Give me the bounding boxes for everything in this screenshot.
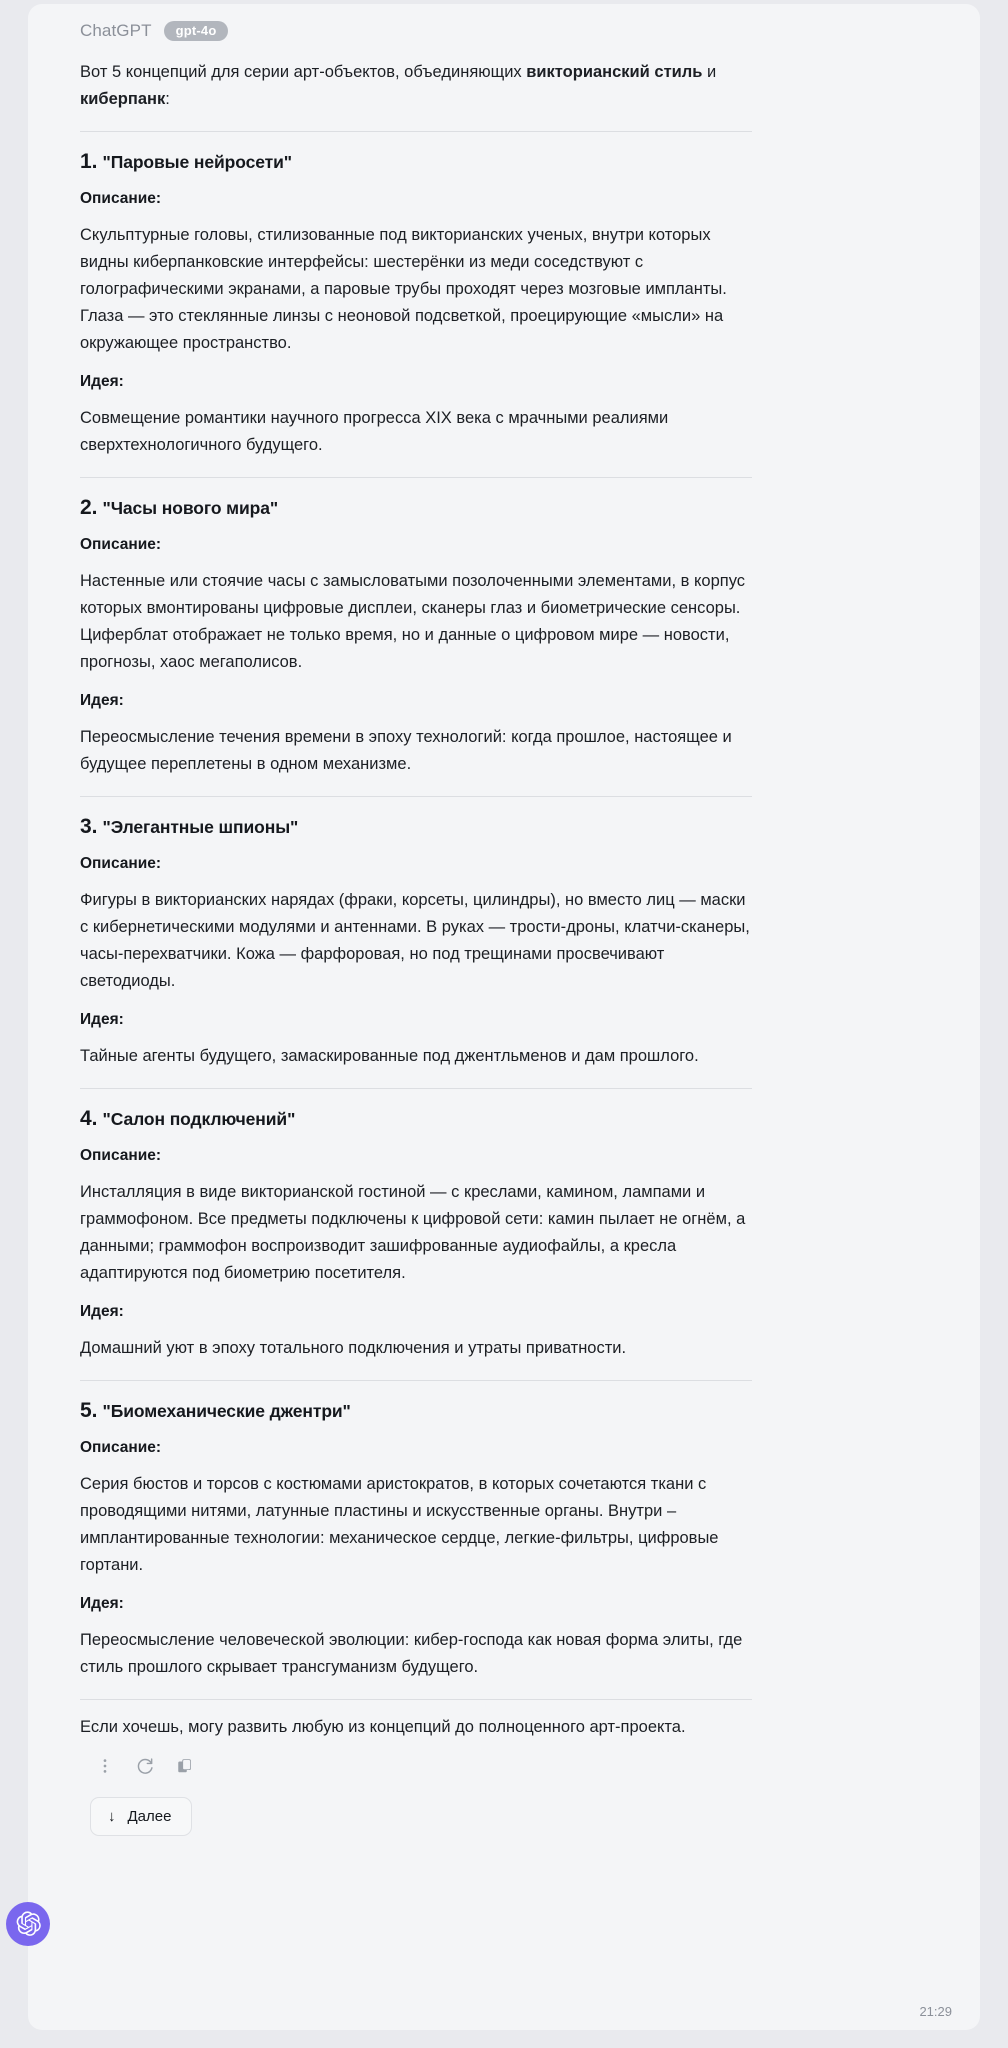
idea-text-2: Переосмысление течения времени в эпоху технологий: когда прошлое, настоящее и будущее переплетены в одном механизме. (80, 728, 732, 773)
idea-text-1: Совмещение романтики научного прогресса XIX века с мрачными реалиями сверхтехнологичного будущего. (80, 409, 669, 454)
intro-suffix: : (165, 90, 170, 108)
section-title-text-1: "Паровые нейросети" (102, 152, 292, 172)
description-label-4: Описание: (80, 1147, 162, 1164)
closing-text: Если хочешь, могу развить любую из концепций до полноценного арт-проекта. (80, 1718, 686, 1736)
section-divider (80, 1699, 752, 1700)
section-divider (80, 477, 752, 478)
idea-label-4: Идея: (80, 1303, 124, 1320)
description-text-5: Серия бюстов и торсов с костюмами аристократов, в которых сочетаются ткани с проводящими нитями, латунные пластины и искусственные органы. Внутри – имплантированные технологии: механическое сердце, легкие-фильтры, цифровые гортани. (80, 1475, 719, 1574)
intro-paragraph (80, 59, 752, 113)
intro-prefix: Вот 5 концепций для серии арт-объектов, объединяющих (80, 63, 527, 81)
description-label-2: Описание: (80, 536, 162, 553)
section-heading-1 (80, 150, 940, 174)
section-title-text-4: "Салон подключений" (102, 1109, 296, 1129)
section-divider (80, 796, 752, 797)
section-title-text-2: "Часы нового мира" (102, 498, 279, 518)
section-heading-3 (80, 815, 940, 839)
message-content (28, 59, 980, 1836)
description-text-1: Скульптурные головы, стилизованные под викторианских ученых, внутри которых видны киберпанковские интерфейсы: шестерёнки из меди соседствуют с голографическими экранами, а паровые трубы проходят через мозговые импланты. Глаза — это стеклянные линзы с неоновой подсветкой, проецирующие «мысли» на окружающее пространство. (80, 226, 727, 352)
regenerate-icon[interactable] (134, 1755, 156, 1777)
section-heading-2 (80, 496, 940, 520)
closing-row (80, 1714, 752, 1741)
section-heading-4 (80, 1107, 940, 1131)
description-text-2: Настенные или стоячие часы с замысловатыми позолоченными элементами, в корпус которых вмонтированы цифровые дисплеи, сканеры глаз и биометрические сенсоры. Циферблат отображает не только время, но и данные о цифровом мире — новости, прогнозы, хаос мегаполисов. (80, 572, 746, 671)
intro-bold-cyberpunk: киберпанк (80, 90, 166, 108)
description-label-3: Описание: (80, 855, 162, 872)
copy-icon[interactable] (174, 1755, 196, 1777)
section-divider (80, 1088, 752, 1089)
idea-text-5: Переосмысление человеческой эволюции: кибер-господа как новая форма элиты, где стиль прошлого скрывает трансгуманизм будущего. (80, 1631, 743, 1676)
intro-middle: и (702, 63, 717, 81)
section-number-4: 4. (80, 1107, 98, 1130)
idea-text-4: Домашний уют в эпоху тотального подключения и утраты приватности. (80, 1339, 627, 1357)
message-author-name: ChatGPT (80, 21, 152, 40)
idea-label-1: Идея: (80, 373, 124, 390)
description-text-3: Фигуры в викторианских нарядах (фраки, корсеты, цилиндры), но вместо лиц — маски с кибернетическими модулями и антеннами. В руках — трости-дроны, клатчи-сканеры, часы-перехватчики. Кожа — фарфоровая, но под трещинами просвечивают светодиоды. (80, 891, 750, 990)
show-more-button[interactable] (90, 1797, 192, 1836)
section-number-3: 3. (80, 815, 98, 838)
section-number-5: 5. (80, 1399, 98, 1422)
more-options-icon[interactable] (94, 1755, 116, 1777)
description-label-1: Описание: (80, 190, 162, 207)
intro-bold-victorian: викторианский стиль (526, 63, 703, 81)
section-title-text-3: "Элегантные шпионы" (102, 817, 299, 837)
openai-logo-icon (14, 1910, 42, 1938)
assistant-message-card (28, 4, 980, 2030)
idea-label-3: Идея: (80, 1011, 124, 1028)
message-actions (94, 1753, 940, 1779)
section-divider (80, 131, 752, 132)
section-divider (80, 1380, 752, 1381)
show-more-label: Далее (127, 1808, 172, 1825)
idea-label-2: Идея: (80, 692, 124, 709)
idea-text-3: Тайные агенты будущего, замаскированные под джентльменов и дам прошлого. (80, 1047, 699, 1065)
idea-label-5: Идея: (80, 1595, 124, 1612)
section-heading-5 (80, 1399, 940, 1423)
section-number-2: 2. (80, 496, 98, 519)
section-number-1: 1. (80, 150, 98, 173)
message-timestamp: 21:29 (919, 2004, 952, 2019)
description-label-5: Описание: (80, 1439, 162, 1456)
arrow-down-icon: ↓ (108, 1808, 116, 1825)
description-text-4: Инсталляция в виде викторианской гостиной — с креслами, камином, лампами и граммофоном. Все предметы подключены к цифровой сети: камин пылает не огнём, а данными; граммофон воспроизводит зашифрованные аудиофайлы, а кресла адаптируются под биометрию посетителя. (80, 1183, 746, 1282)
message-header (28, 18, 980, 44)
section-title-text-5: "Биомеханические джентри" (102, 1401, 351, 1421)
model-badge[interactable]: gpt-4o (164, 21, 229, 41)
assistant-avatar (6, 1902, 50, 1946)
